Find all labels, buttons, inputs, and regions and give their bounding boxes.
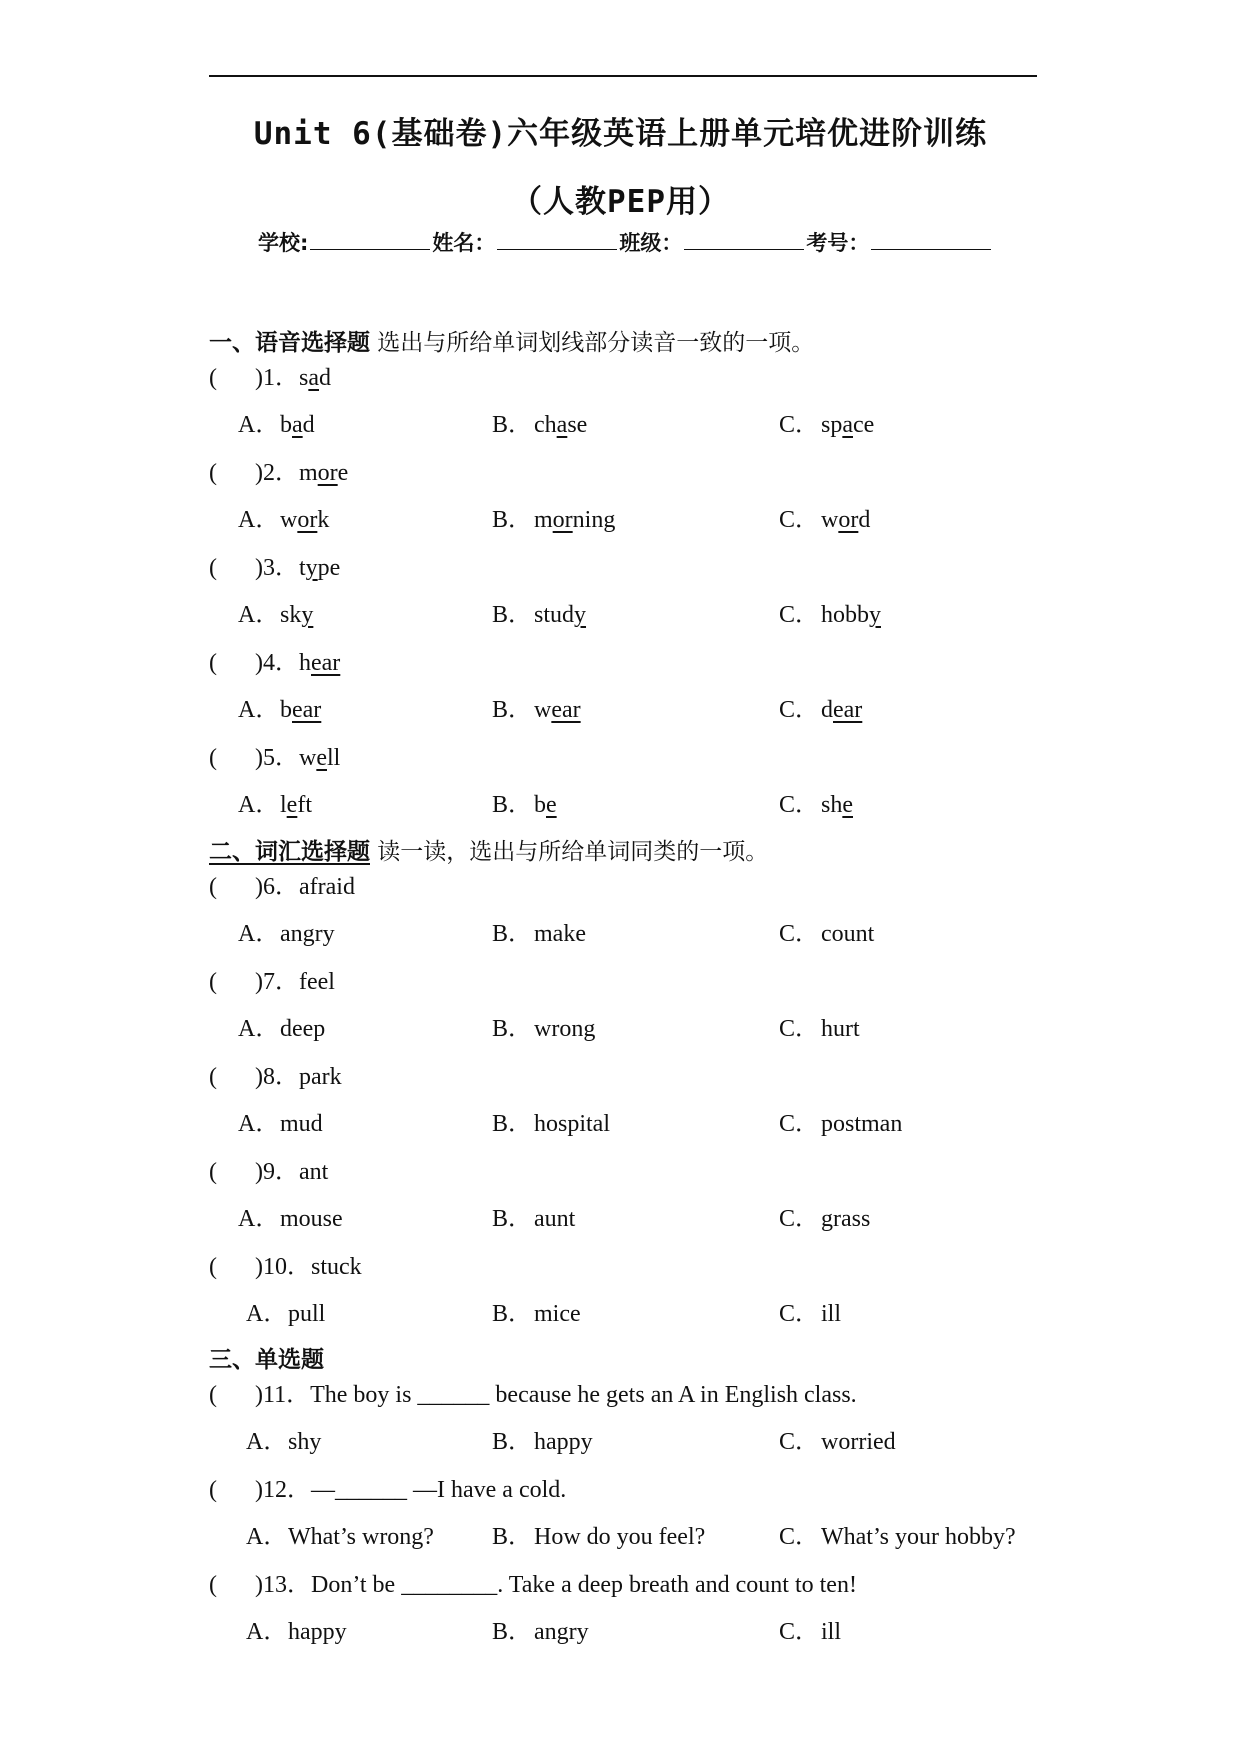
answer-option[interactable]: [779, 1611, 841, 1646]
word-part: s: [299, 365, 309, 391]
section-2: [209, 833, 768, 866]
word-part: ning: [572, 507, 616, 533]
question-number: )7．: [255, 969, 299, 995]
word-part: ill: [821, 1301, 842, 1327]
answer-option[interactable]: [779, 1198, 870, 1233]
underlined-letters: y: [301, 602, 314, 628]
word-part: count: [821, 921, 875, 947]
answer-option[interactable]: [492, 913, 586, 948]
underlined-letters: e: [842, 792, 853, 818]
option-label: A．: [238, 921, 280, 947]
option-label: C．: [779, 1619, 820, 1645]
question-number: )11．: [255, 1382, 311, 1408]
option-label: B．: [492, 792, 533, 818]
underlined-letters: y: [574, 602, 587, 628]
answer-option[interactable]: [492, 404, 587, 439]
answer-option[interactable]: [779, 404, 874, 439]
option-label: A．: [246, 1619, 288, 1645]
answer-bracket[interactable]: (: [209, 1159, 217, 1185]
answer-option[interactable]: [779, 1421, 896, 1456]
page-title: Unit 6(基础卷)六年级英语上册单元培优进阶训练: [253, 116, 988, 152]
word-part: park: [299, 1064, 342, 1090]
word-part: sp: [821, 412, 843, 438]
option-label: C．: [779, 1016, 820, 1042]
answer-option[interactable]: [246, 1293, 325, 1328]
word-part: feel: [299, 969, 335, 995]
word-part: sh: [821, 792, 843, 818]
section-3: [209, 1341, 324, 1374]
answer-option[interactable]: [238, 594, 313, 629]
answer-bracket[interactable]: (: [209, 460, 217, 486]
answer-bracket[interactable]: (: [209, 1572, 217, 1598]
word-part: t: [299, 555, 306, 581]
answer-option[interactable]: [492, 499, 615, 534]
answer-option[interactable]: [779, 689, 862, 724]
answer-option[interactable]: [779, 913, 874, 948]
option-label: B．: [492, 1524, 533, 1550]
option-label: C．: [779, 1524, 820, 1550]
answer-option[interactable]: [238, 1008, 325, 1043]
word-part: ft: [297, 792, 312, 818]
answer-option[interactable]: [238, 689, 321, 724]
option-label: A．: [246, 1429, 288, 1455]
answer-bracket[interactable]: (: [209, 1064, 217, 1090]
option-label: A．: [238, 792, 280, 818]
option-label: A．: [246, 1301, 288, 1327]
word-part: d: [821, 697, 833, 723]
answer-option[interactable]: [492, 784, 557, 819]
answer-option[interactable]: [238, 404, 315, 439]
word-part: —______ —I have a cold.: [311, 1477, 567, 1503]
question-stem: [209, 1469, 566, 1504]
underlined-letters: ear: [833, 697, 863, 723]
word-part: ill: [821, 1619, 842, 1645]
question-number: )3．: [255, 555, 299, 581]
answer-option[interactable]: [779, 784, 853, 819]
underlined-letters: or: [317, 460, 338, 486]
underlined-letters: or: [552, 507, 573, 533]
answer-bracket[interactable]: (: [209, 1254, 217, 1280]
word-part: h: [299, 650, 311, 676]
word-part: d: [319, 365, 331, 391]
underlined-letters: a: [556, 412, 568, 438]
question-stem: [209, 1374, 857, 1409]
word-part: l: [280, 792, 287, 818]
class-label: 班级：: [619, 231, 683, 255]
answer-option[interactable]: [492, 1198, 575, 1233]
answer-option[interactable]: [238, 784, 312, 819]
word-part: m: [534, 507, 553, 533]
class-blank[interactable]: [684, 231, 804, 250]
answer-option[interactable]: [238, 499, 329, 534]
question-stem: [209, 642, 340, 677]
option-label: B．: [492, 921, 533, 947]
word-part: hurt: [821, 1016, 860, 1042]
word-part: aunt: [534, 1206, 576, 1232]
page-subtitle: （人教PEP用）: [511, 184, 730, 220]
answer-bracket[interactable]: (: [209, 365, 217, 391]
word-part: se: [567, 412, 588, 438]
word-part: worried: [821, 1429, 896, 1455]
option-label: B．: [492, 697, 533, 723]
word-part: mice: [534, 1301, 581, 1327]
answer-option[interactable]: [779, 1516, 1016, 1551]
option-label: B．: [492, 1619, 533, 1645]
word-part: angry: [280, 921, 335, 947]
answer-option[interactable]: [779, 1008, 860, 1043]
answer-option[interactable]: [492, 1516, 705, 1551]
answer-option[interactable]: [492, 1293, 581, 1328]
answer-option[interactable]: [246, 1516, 434, 1551]
word-part: mouse: [280, 1206, 343, 1232]
word-part: pull: [288, 1301, 326, 1327]
question-number: )9．: [255, 1159, 299, 1185]
name-label: 姓名：: [432, 231, 496, 255]
question-stem: [209, 1564, 857, 1599]
word-part: w: [299, 745, 317, 771]
option-label: C．: [779, 1111, 820, 1137]
word-part: b: [534, 792, 546, 818]
answer-option[interactable]: [492, 689, 581, 724]
word-part: wrong: [534, 1016, 596, 1042]
answer-bracket[interactable]: (: [209, 969, 217, 995]
word-part: The boy is ______ because he gets an A in English class.: [310, 1382, 857, 1408]
answer-option[interactable]: [779, 1293, 841, 1328]
question-stem: [209, 961, 335, 996]
answer-option[interactable]: [492, 1103, 610, 1138]
word-part: hobb: [821, 602, 869, 628]
word-part: shy: [288, 1429, 322, 1455]
answer-option[interactable]: [492, 1611, 589, 1646]
question-number: )4．: [255, 650, 299, 676]
top-rule: [209, 75, 1037, 77]
option-label: A．: [238, 412, 280, 438]
word-part: What’s your hobby?: [821, 1524, 1016, 1550]
option-label: B．: [492, 1301, 533, 1327]
word-part: k: [317, 507, 330, 533]
word-part: How do you feel?: [534, 1524, 706, 1550]
answer-bracket[interactable]: (: [209, 1477, 217, 1503]
question-number: )1．: [255, 365, 299, 391]
option-label: A．: [238, 602, 280, 628]
question-stem: [209, 452, 348, 487]
option-label: B．: [492, 507, 533, 533]
school-label: 学校:: [258, 231, 309, 255]
underlined-letters: or: [838, 507, 859, 533]
question-stem: [209, 1151, 328, 1186]
answer-option[interactable]: [779, 499, 870, 534]
underlined-letters: y: [869, 602, 881, 628]
section-heading: 三、单选题: [209, 1347, 324, 1373]
option-label: A．: [246, 1524, 288, 1550]
word-part: stud: [534, 602, 575, 628]
word-part: b: [280, 697, 292, 723]
option-label: B．: [492, 412, 533, 438]
option-label: C．: [779, 1429, 820, 1455]
underlined-letters: or: [297, 507, 318, 533]
answer-option[interactable]: [238, 1103, 323, 1138]
section-description: 选出与所给单词划线部分读音一致的一项。: [370, 330, 815, 356]
underlined-letters: ear: [551, 697, 581, 723]
question-number: )13．: [255, 1572, 311, 1598]
underlined-letters: a: [308, 365, 319, 391]
word-part: deep: [280, 1016, 326, 1042]
option-label: C．: [779, 697, 820, 723]
answer-option[interactable]: [238, 1198, 343, 1233]
word-part: mud: [280, 1111, 323, 1137]
underlined-letters: a: [292, 412, 303, 438]
word-part: w: [280, 507, 298, 533]
answer-bracket[interactable]: (: [209, 745, 217, 771]
answer-option[interactable]: [246, 1611, 347, 1646]
question-stem: [209, 1246, 362, 1281]
answer-option[interactable]: [492, 1008, 595, 1043]
word-part: w: [534, 697, 552, 723]
answer-option[interactable]: [492, 1421, 593, 1456]
underlined-letters: ear: [292, 697, 322, 723]
question-number: )12．: [255, 1477, 311, 1503]
question-number: )10．: [255, 1254, 311, 1280]
word-part: happy: [534, 1429, 593, 1455]
underlined-letters: ear: [311, 650, 341, 676]
underlined-letters: e: [316, 745, 327, 771]
option-label: B．: [492, 602, 533, 628]
answer-option[interactable]: [238, 913, 335, 948]
word-part: b: [280, 412, 292, 438]
question-number: )5．: [255, 745, 299, 771]
question-stem: [209, 866, 355, 901]
section-1: [209, 324, 814, 357]
word-part: ll: [327, 745, 341, 771]
school-blank[interactable]: [310, 231, 430, 250]
word-part: e: [337, 460, 349, 486]
name-blank[interactable]: [497, 231, 617, 250]
option-label: C．: [779, 602, 820, 628]
question-number: )8．: [255, 1064, 299, 1090]
number-blank[interactable]: [871, 231, 991, 250]
word-part: ant: [299, 1159, 329, 1185]
answer-option[interactable]: [779, 1103, 902, 1138]
underlined-letters: a: [842, 412, 853, 438]
word-part: d: [858, 507, 871, 533]
option-label: B．: [492, 1206, 533, 1232]
question-stem: [209, 547, 340, 582]
option-label: C．: [779, 412, 820, 438]
option-label: A．: [238, 697, 280, 723]
question-number: )6．: [255, 874, 299, 900]
question-stem: [209, 1056, 342, 1091]
underlined-letters: e: [546, 792, 557, 818]
section-description: 读一读，选出与所给单词同类的一项。: [370, 839, 769, 865]
student-info: [258, 227, 993, 257]
number-label: 考号：: [806, 231, 870, 255]
word-part: w: [821, 507, 839, 533]
option-label: C．: [779, 921, 820, 947]
word-part: Don’t be ________. Take a deep breath and count to ten!: [311, 1572, 857, 1598]
word-part: happy: [288, 1619, 347, 1645]
word-part: stuck: [311, 1254, 362, 1280]
word-part: grass: [821, 1206, 871, 1232]
word-part: angry: [534, 1619, 589, 1645]
section-heading: 二、词汇选择题: [209, 839, 370, 865]
answer-bracket[interactable]: (: [209, 650, 217, 676]
option-label: B．: [492, 1111, 533, 1137]
option-label: B．: [492, 1016, 533, 1042]
option-label: A．: [238, 507, 280, 533]
question-stem: [209, 357, 331, 392]
word-part: hospital: [534, 1111, 610, 1137]
underlined-letters: e: [286, 792, 298, 818]
option-label: A．: [238, 1206, 280, 1232]
answer-option[interactable]: [779, 594, 881, 629]
answer-bracket[interactable]: (: [209, 555, 217, 581]
option-label: C．: [779, 1206, 820, 1232]
option-label: C．: [779, 792, 820, 818]
option-label: C．: [779, 1301, 820, 1327]
option-label: A．: [238, 1016, 280, 1042]
answer-bracket[interactable]: (: [209, 1382, 217, 1408]
answer-option[interactable]: [246, 1421, 321, 1456]
option-label: B．: [492, 1429, 533, 1455]
word-part: What’s wrong?: [288, 1524, 434, 1550]
word-part: ch: [534, 412, 557, 438]
word-part: d: [302, 412, 315, 438]
word-part: postman: [821, 1111, 903, 1137]
word-part: ce: [853, 412, 875, 438]
option-label: C．: [779, 507, 820, 533]
word-part: pe: [317, 555, 341, 581]
underlined-letters: y: [305, 555, 318, 581]
answer-option[interactable]: [492, 594, 586, 629]
word-part: sk: [280, 602, 302, 628]
word-part: make: [534, 921, 586, 947]
option-label: A．: [238, 1111, 280, 1137]
word-part: afraid: [299, 874, 355, 900]
question-number: )2．: [255, 460, 299, 486]
word-part: m: [299, 460, 318, 486]
question-stem: [209, 737, 340, 772]
answer-bracket[interactable]: (: [209, 874, 217, 900]
section-heading: 一、语音选择题: [209, 330, 370, 356]
